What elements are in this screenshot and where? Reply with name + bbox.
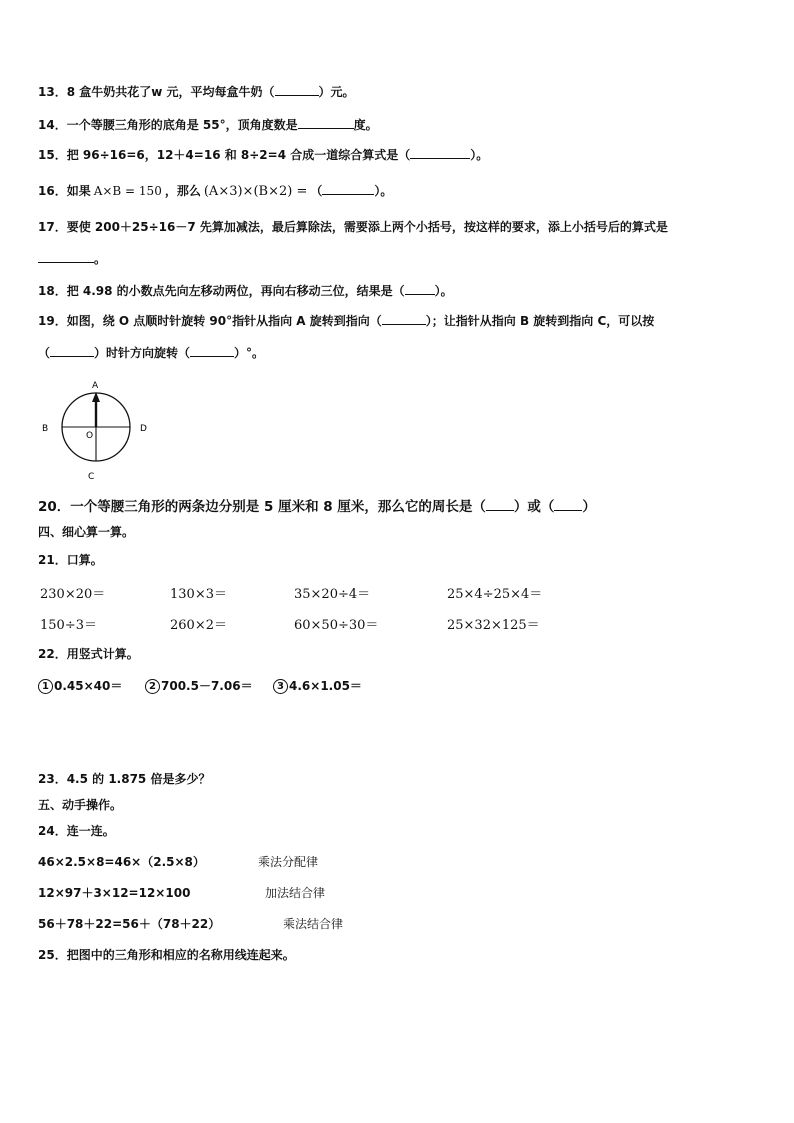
q16-open: （	[310, 184, 323, 198]
question-20	[38, 498, 596, 515]
q13-text: 13．8 盒牛奶共花了w 元，平均每盒牛奶（	[38, 85, 275, 99]
q24-law: 乘法结合律	[283, 917, 344, 931]
question-14	[38, 116, 378, 133]
q16-given-formula: A×B = 150	[93, 184, 162, 198]
question-15	[38, 146, 488, 163]
q22-title: 22．用竖式计算。	[38, 647, 139, 661]
section-4-title: 四、细心算一算。	[38, 525, 135, 539]
q19-text: 19．如图，绕 O 点顺时针旋转 90°指针从指向 A 旋转到指向（	[38, 314, 382, 328]
diagram-label-b: B	[42, 424, 49, 434]
q16-answer-blank[interactable]	[322, 182, 374, 195]
q13-answer-blank[interactable]	[275, 83, 319, 96]
q21-item: 35×20÷4＝	[294, 587, 371, 602]
q22-item-3	[273, 677, 362, 694]
q21-item: 260×2＝	[170, 618, 227, 633]
q21-title: 21．口算。	[38, 553, 103, 567]
q16-text-end: ）。	[374, 184, 393, 198]
q20-answer-blank-1[interactable]	[486, 498, 514, 511]
q21-item: 130×3＝	[170, 587, 227, 602]
q13-text-end: ）元。	[318, 85, 355, 99]
q22-item-expression: 700.5－7.06＝	[161, 679, 253, 693]
q15-answer-blank[interactable]	[410, 146, 470, 159]
q24-title: 24．连一连。	[38, 824, 115, 838]
q21-item: 25×32×125＝	[447, 618, 540, 633]
q16-then-text: ，那么	[164, 184, 201, 198]
q20-answer-blank-2[interactable]	[554, 498, 582, 511]
q22-item-expression: 0.45×40＝	[54, 679, 123, 693]
q18-text-end: ）。	[434, 284, 453, 298]
q14-text-end: 度。	[353, 118, 378, 132]
q24-law: 加法结合律	[265, 886, 326, 900]
diagram-label-d: D	[140, 424, 147, 434]
q22-item-number: 1	[38, 679, 53, 694]
q17-text-end: 。	[94, 252, 107, 266]
q22-item-expression: 4.6×1.05＝	[289, 679, 362, 693]
question-16	[38, 182, 392, 200]
q17-text: 17．要使 200＋25÷16－7 先算加减法，最后算除法，需要添上两个小括号，按这样的要求，添上小括号后的算式是	[38, 220, 668, 234]
q22-item-2	[145, 677, 253, 694]
q22-item-1	[38, 677, 122, 694]
q19-text-mid: ）；让指针从指向 B 旋转到指向 C，可以按	[425, 314, 655, 328]
q16-expression: (A×3)×(B×2) =	[203, 184, 308, 199]
diagram-label-c: C	[88, 472, 95, 482]
question-18	[38, 282, 453, 299]
q19-text-end: ）°。	[234, 346, 265, 360]
question-13	[38, 83, 355, 100]
clock-rotation-diagram	[36, 375, 166, 485]
section-5-title: 五、动手操作。	[38, 798, 123, 812]
q14-text: 14．一个等腰三角形的底角是 55°，顶角度数是	[38, 118, 298, 132]
q21-item: 150÷3＝	[40, 618, 97, 633]
q20-text: 20．一个等腰三角形的两条边分别是 5 厘米和 8 厘米，那么它的周长是（	[38, 499, 486, 515]
q19-answer-blank-1[interactable]	[382, 312, 426, 325]
q19-open: （	[38, 346, 51, 360]
q17-answer-blank[interactable]	[38, 250, 94, 263]
q14-answer-blank[interactable]	[298, 116, 354, 129]
q21-item: 25×4÷25×4＝	[447, 587, 543, 602]
q20-text-mid: ）或（	[513, 499, 555, 515]
q22-item-number: 2	[145, 679, 160, 694]
q19-answer-blank-2[interactable]	[50, 344, 94, 357]
q24-equation: 12×97＋3×12=12×100	[38, 886, 191, 900]
q21-item: 230×20＝	[40, 587, 106, 602]
q24-equation: 46×2.5×8=46×（2.5×8）	[38, 855, 205, 869]
q18-answer-blank[interactable]	[405, 282, 435, 295]
question-17	[38, 219, 668, 235]
q19-answer-blank-3[interactable]	[190, 344, 234, 357]
question-23: 23．4.5 的 1.875 倍是多少？	[38, 772, 211, 786]
q24-equation: 56＋78＋22=56＋（78＋22）	[38, 917, 221, 931]
q15-text: 15．把 96÷16=6，12＋4=16 和 8÷2=4 合成一道综合算式是（	[38, 148, 411, 162]
diagram-label-a: A	[92, 381, 99, 391]
q15-text-end: ）。	[470, 148, 489, 162]
diagram-label-o: O	[86, 431, 94, 441]
q16-text: 16．如果	[38, 184, 91, 198]
q24-law: 乘法分配律	[258, 855, 319, 869]
question-19-line2	[38, 344, 264, 361]
q22-item-number: 3	[273, 679, 288, 694]
question-25: 25．把图中的三角形和相应的名称用线连起来。	[38, 948, 295, 962]
question-17-answer-line	[38, 250, 106, 267]
q20-text-end: ）	[582, 499, 596, 515]
question-19	[38, 312, 654, 329]
q21-item: 60×50÷30＝	[294, 618, 379, 633]
q18-text: 18．把 4.98 的小数点先向左移动两位，再向右移动三位，结果是（	[38, 284, 405, 298]
q19-text-mid2: ）时针方向旋转（	[94, 346, 191, 360]
